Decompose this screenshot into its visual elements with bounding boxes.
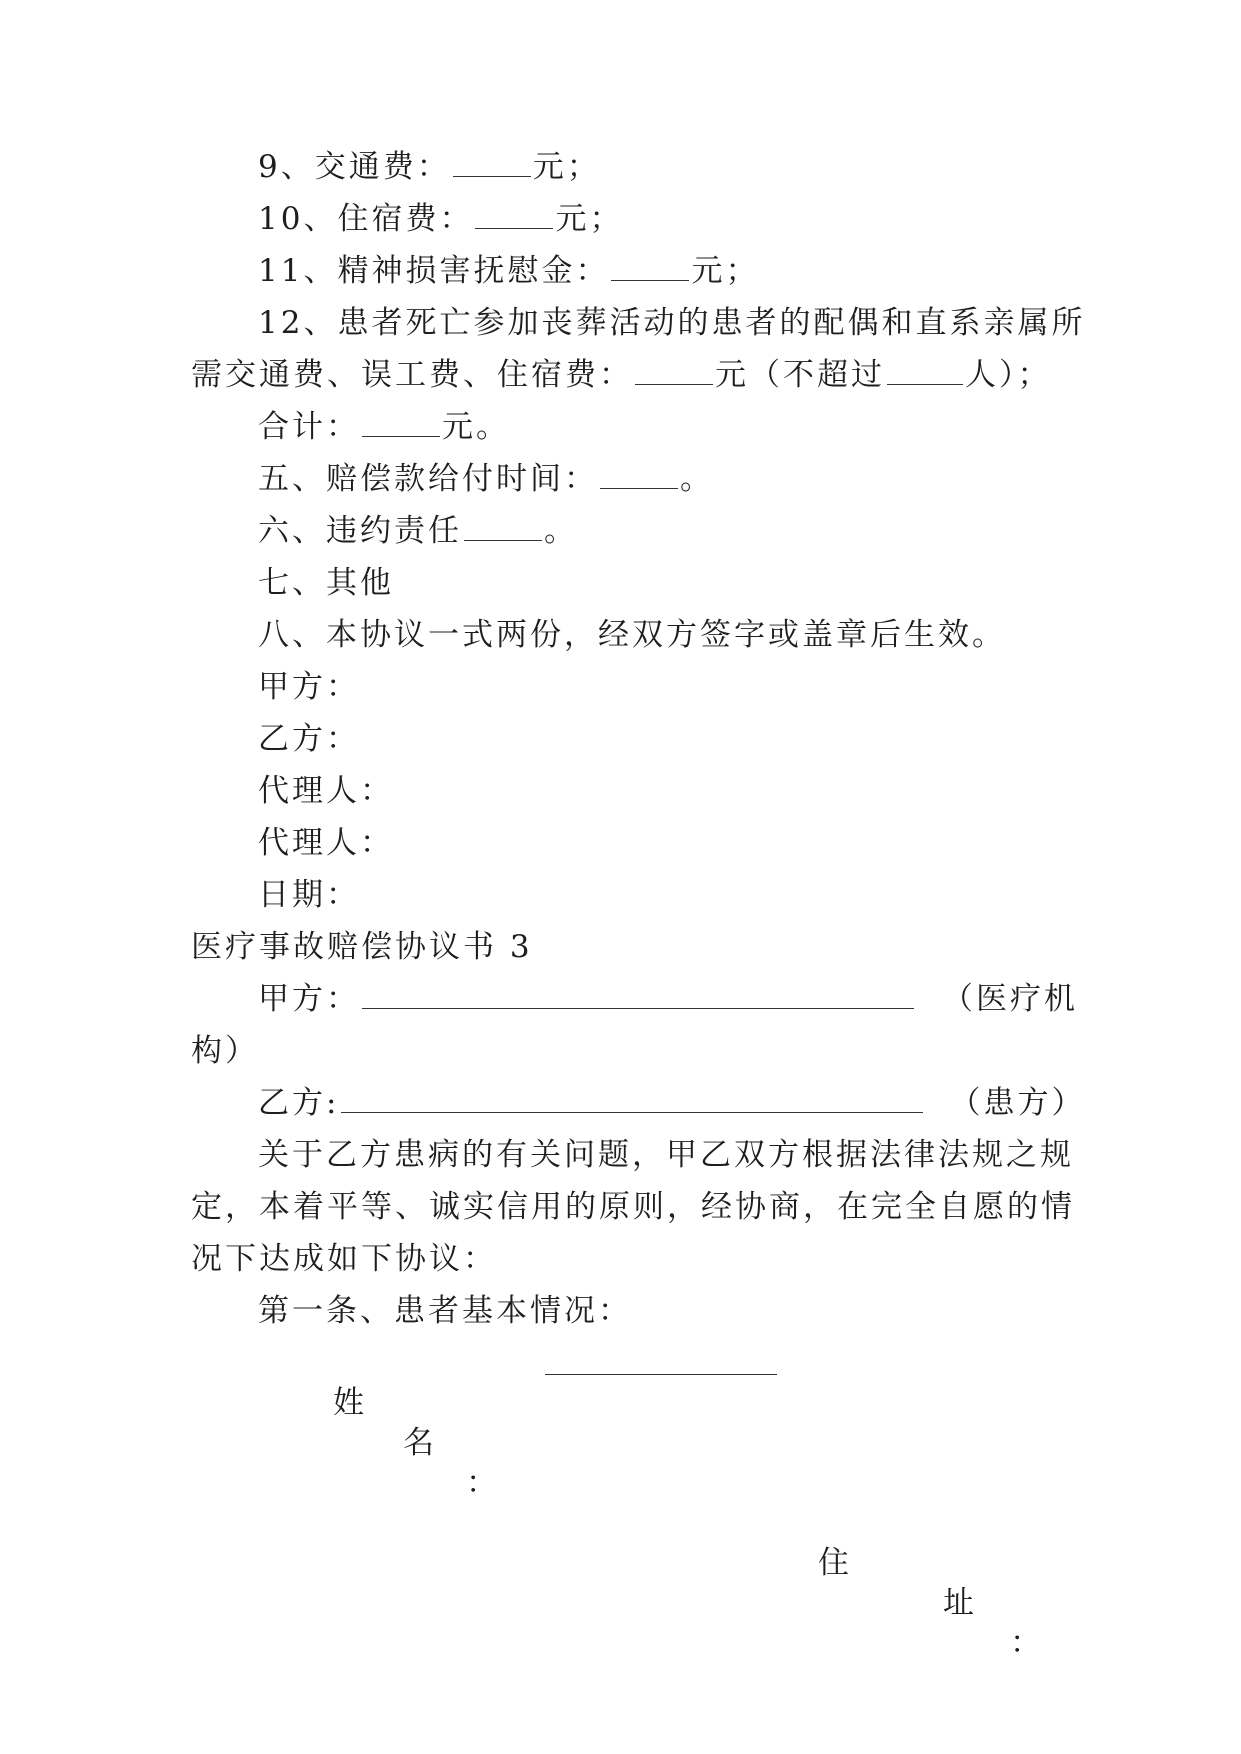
section-breach [258, 511, 578, 551]
name-label-char-2: 名 [403, 1425, 437, 1461]
doc3-article-1: 第一条、患者基本情况： [258, 1293, 632, 1329]
section-end: 。 [680, 461, 714, 497]
blank-field[interactable] [635, 357, 713, 385]
doc3-party-a [258, 979, 1078, 1019]
patient-info-row [0, 1343, 1241, 1661]
blank-field[interactable] [475, 201, 553, 229]
doc3-intro-3: 况下达成如下协议： [191, 1241, 497, 1277]
doc3-party-a-note-cont: 构） [191, 1033, 259, 1069]
item-label: 11、精神损害抚慰金： [258, 253, 610, 289]
item-transport-fee [258, 147, 601, 187]
address-colon: ： [1010, 1625, 1044, 1661]
item-mental-damage [258, 251, 759, 291]
blank-field[interactable] [887, 357, 963, 385]
section-copies: 八、本协议一式两份，经双方签字或盖章后生效。 [258, 617, 1006, 653]
address-label-char-1: 住 [818, 1545, 852, 1581]
name-field[interactable] [545, 1347, 777, 1375]
signature-agent-1: 代理人： [258, 773, 394, 809]
section-end: 。 [544, 513, 578, 549]
item-label: 合计： [258, 409, 360, 445]
party-a-label: 甲方： [258, 981, 360, 1017]
blank-field[interactable] [362, 409, 440, 437]
item-total [258, 407, 510, 447]
item-label: 9、交通费： [258, 149, 451, 185]
item-funeral-relatives-cont [191, 355, 1052, 395]
party-b-field[interactable] [341, 1085, 923, 1113]
section-label: 五、赔偿款给付时间： [258, 461, 598, 497]
party-a-field[interactable] [362, 981, 914, 1009]
item-middle: 元（不超过 [715, 357, 885, 393]
name-colon: ： [466, 1465, 500, 1501]
item-unit: 元。 [442, 409, 510, 445]
blank-field[interactable] [464, 513, 542, 541]
item-label: 10、住宿费： [258, 201, 474, 237]
party-a-note: （医疗机 [942, 981, 1078, 1017]
signature-party-b: 乙方： [258, 721, 360, 757]
party-b-note: （患方） [949, 1085, 1086, 1121]
party-b-label: 乙方: [258, 1085, 340, 1121]
item-label: 需交通费、误工费、住宿费： [191, 357, 633, 393]
blank-field[interactable] [600, 461, 678, 489]
item-funeral-relatives: 12、患者死亡参加丧葬活动的患者的配偶和直系亲属所 [258, 305, 1086, 341]
doc3-intro-2: 定，本着平等、诚实信用的原则，经协商，在完全自愿的情 [191, 1189, 1075, 1225]
item-unit: 人）； [965, 357, 1052, 393]
signature-party-a: 甲方： [258, 669, 360, 705]
item-unit: 元； [555, 201, 624, 237]
section-label: 六、违约责任 [258, 513, 462, 549]
item-unit: 元； [691, 253, 760, 289]
section-other: 七、其他 [258, 565, 394, 601]
doc3-party-b [258, 1083, 1085, 1123]
blank-field[interactable] [453, 149, 531, 177]
blank-field[interactable] [611, 253, 689, 281]
item-lodging-fee [258, 199, 623, 239]
item-unit: 元； [532, 149, 601, 185]
section-payment-time [258, 459, 714, 499]
signature-date: 日期： [258, 877, 360, 913]
doc3-intro-1: 关于乙方患病的有关问题，甲乙双方根据法律法规之规 [258, 1137, 1074, 1173]
name-label-char-1: 姓 [333, 1385, 367, 1421]
signature-agent-2: 代理人： [258, 825, 394, 861]
address-label-char-2: 址 [943, 1585, 977, 1621]
doc3-title: 医疗事故赔偿协议书 3 [191, 929, 533, 965]
